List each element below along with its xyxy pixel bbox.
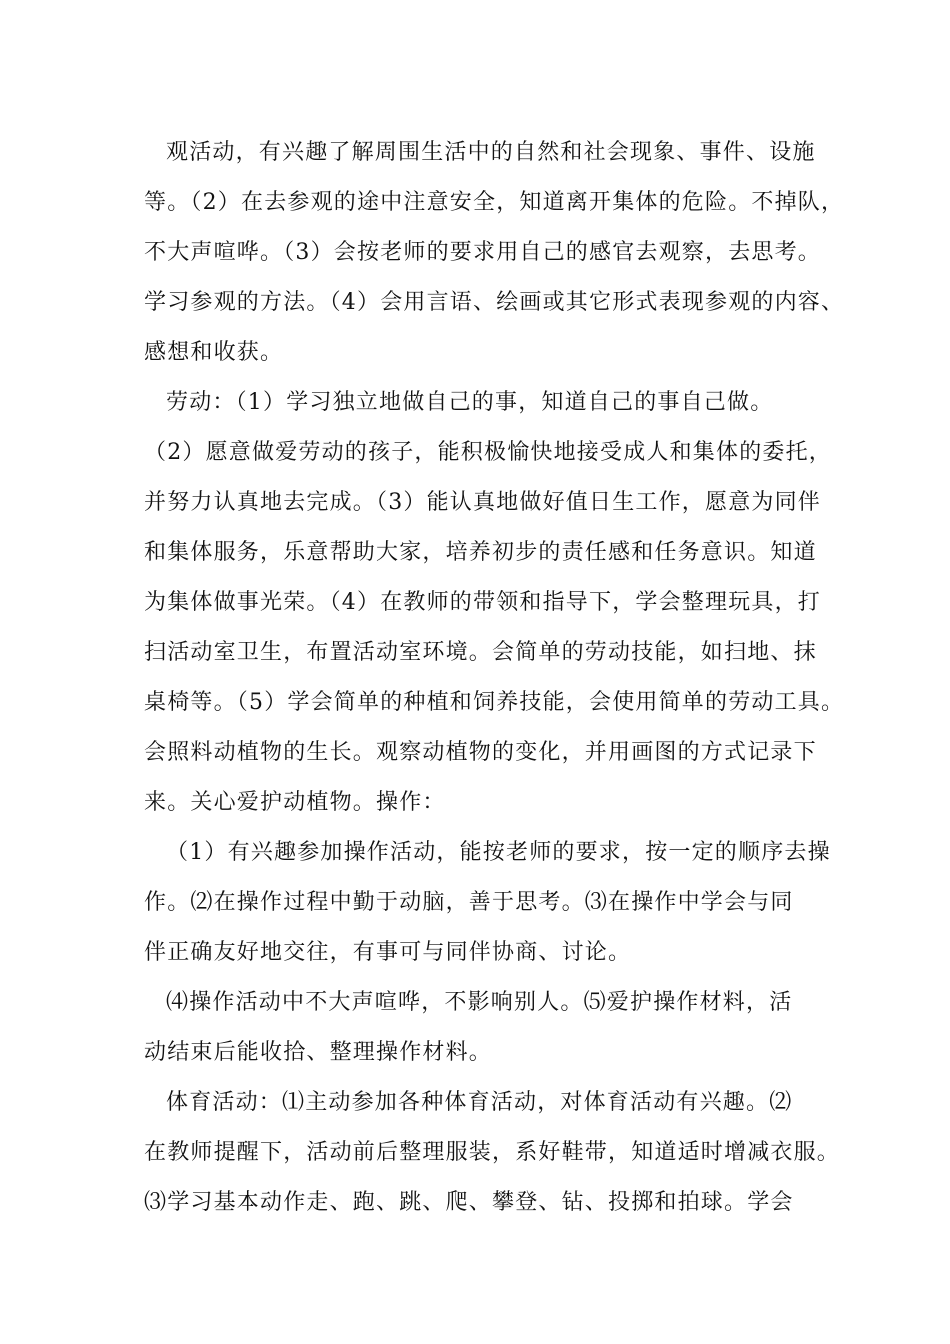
text-line: ⑶学习基本动作走、跑、跳、爬、攀登、钻、投掷和拍球。学会	[144, 1190, 794, 1215]
text-line: 并努力认真地去完成。（3）能认真地做好值日生工作，愿意为同伴	[144, 490, 821, 515]
text-line: （1）有兴趣参加操作活动，能按老师的要求，按一定的顺序去操	[166, 840, 831, 865]
text-line: 伴正确友好地交往，有事可与同伴协商、讨论。	[144, 940, 632, 965]
text-line: 桌椅等。（5）学会简单的种植和饲养技能，会使用简单的劳动工具。	[144, 690, 845, 715]
text-line: 在教师提醒下，活动前后整理服装，系好鞋带，知道适时增减衣服。	[144, 1140, 841, 1165]
text-line: 来。关心爱护动植物。操作：	[144, 790, 446, 815]
text-line: 为集体做事光荣。（4）在教师的带领和指导下，学会整理玩具，打	[144, 590, 821, 615]
text-line: 观活动，有兴趣了解周围生活中的自然和社会现象、事件、设施	[166, 140, 816, 165]
text-line: 动结束后能收拾、整理操作材料。	[144, 1040, 493, 1065]
text-line: （2）愿意做爱劳动的孩子，能积极愉快地接受成人和集体的委托，	[144, 440, 832, 465]
text-line: 劳动：（1）学习独立地做自己的事，知道自己的事自己做。	[166, 390, 774, 415]
text-line: 等。（2）在去参观的途中注意安全，知道离开集体的危险。不掉队，	[144, 190, 845, 215]
text-line: 学习参观的方法。（4）会用言语、绘画或其它形式表现参观的内容、	[144, 290, 845, 315]
text-line: 扫活动室卫生，布置活动室环境。会简单的劳动技能，如扫地、抹	[144, 640, 817, 665]
text-line: 和集体服务，乐意帮助大家，培养初步的责任感和任务意识。知道	[144, 540, 817, 565]
text-line: 感想和收获。	[144, 340, 284, 365]
text-line: 不大声喧哗。（3）会按老师的要求用自己的感官去观察，去思考。	[144, 240, 821, 265]
text-line: 作。⑵在操作过程中勤于动脑，善于思考。⑶在操作中学会与同	[144, 890, 794, 915]
text-line: ⑷操作活动中不大声喧哗，不影响别人。⑸爱护操作材料，活	[166, 990, 793, 1015]
text-line: 会照料动植物的生长。观察动植物的变化，并用画图的方式记录下	[144, 740, 817, 765]
text-line: 体育活动：⑴主动参加各种体育活动，对体育活动有兴趣。⑵	[166, 1090, 793, 1115]
